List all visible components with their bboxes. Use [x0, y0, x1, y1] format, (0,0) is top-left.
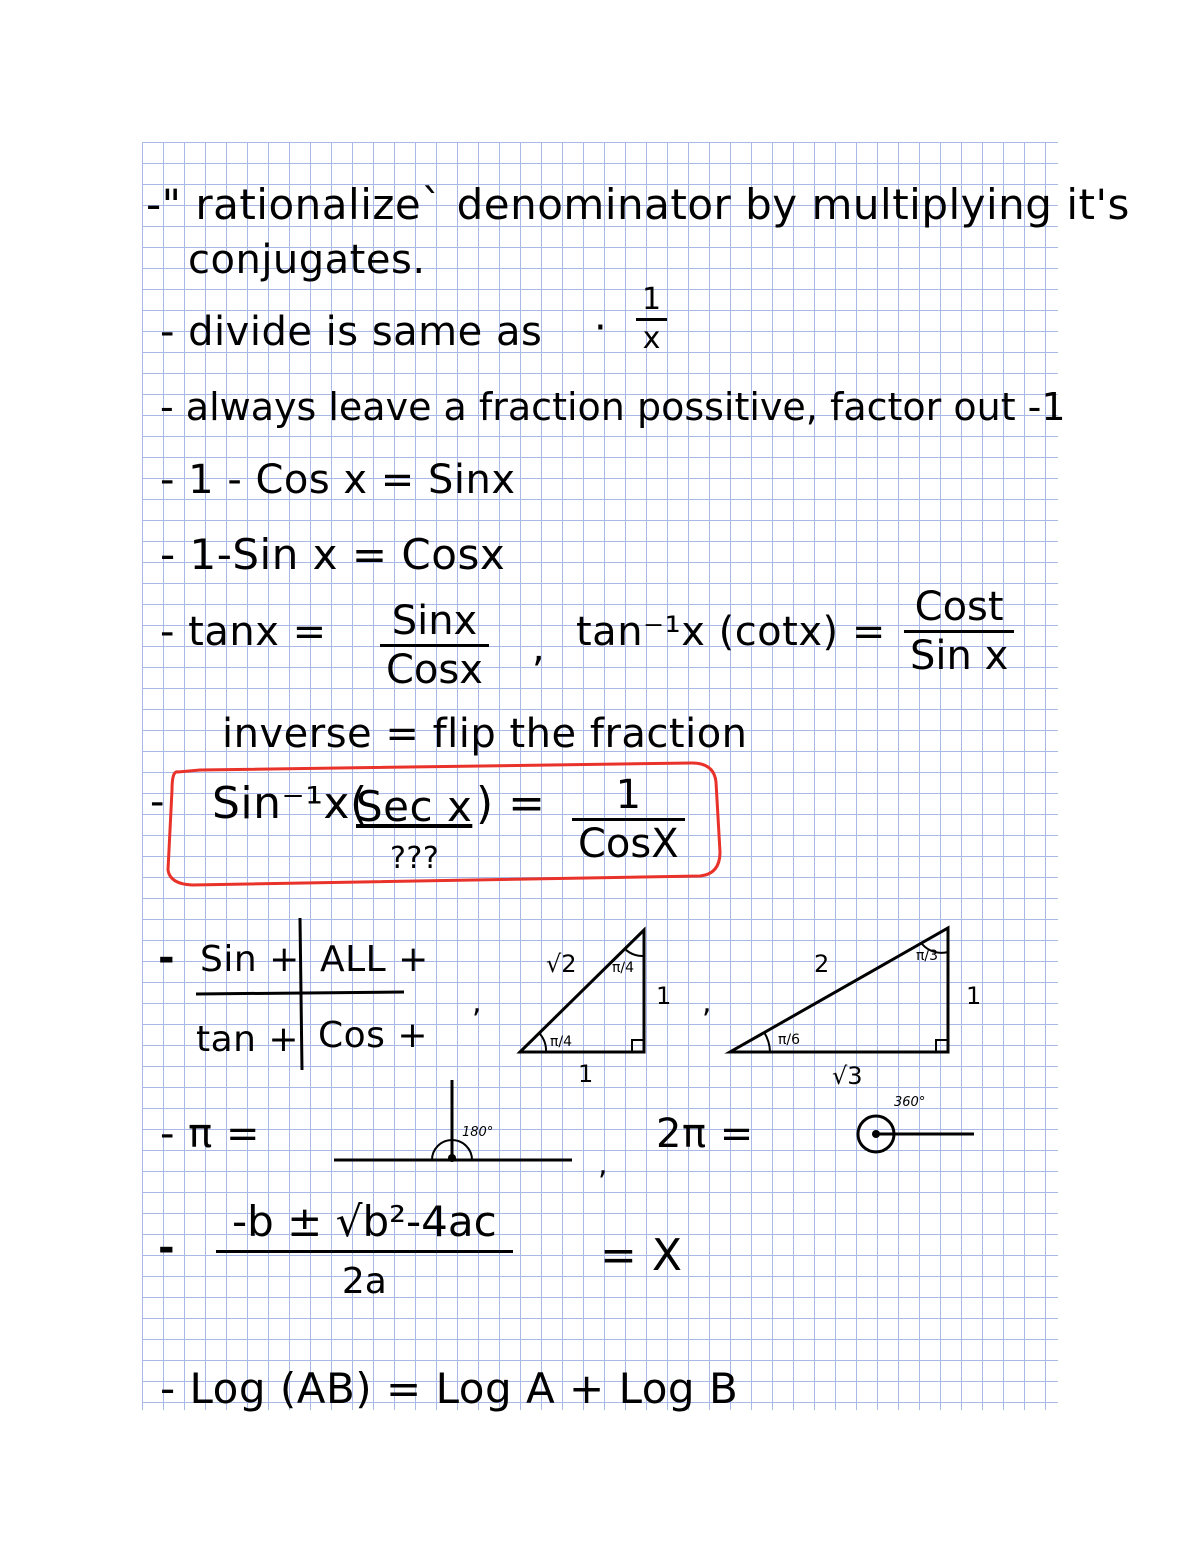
quadrant-tan: tan +: [196, 1019, 300, 1060]
note-rationalize: -" rationalize` denominator by multiplying it's: [146, 180, 1130, 229]
comma: ,: [532, 625, 546, 671]
tan-definition: - tanx =: [160, 609, 327, 655]
fraction-numerator: Cost: [914, 584, 1004, 630]
pi-degrees: 180°: [462, 1125, 494, 1140]
tri2-bottom-angle: π/6: [778, 1032, 801, 1048]
fraction-denominator: CosX: [578, 821, 679, 867]
quadrant-sin: Sin +: [200, 939, 300, 980]
question-marks: ???: [390, 841, 440, 876]
quadrant-all: ALL +: [320, 939, 429, 980]
comma-2: ,: [702, 985, 713, 1020]
tri2-right-side: 1: [966, 982, 982, 1010]
comma-3: ,: [598, 1147, 609, 1182]
identity-one-minus-sin: - 1-Sin x = Cosx: [160, 530, 506, 579]
comma-1: ,: [472, 985, 483, 1020]
boxed-inverse-sin: Sin⁻¹x(: [212, 778, 368, 829]
note-divide: - divide is same as: [160, 309, 543, 355]
tri1-right-side: 1: [656, 982, 672, 1010]
note-conjugates: conjugates.: [188, 237, 426, 283]
tri1-top-angle: π/4: [612, 960, 635, 976]
tri1-bottom-angle: π/4: [550, 1034, 573, 1050]
tri1-hypotenuse-label: √2: [546, 950, 577, 978]
boxed-sec: Sec x: [356, 782, 473, 831]
quadratic-dash: -: [158, 1225, 175, 1271]
tri2-top-angle: π/3: [916, 948, 939, 964]
fraction-denominator: Sin x: [910, 633, 1009, 679]
fraction-numerator: 1: [615, 772, 642, 818]
tri2-bottom-side: √3: [832, 1062, 863, 1090]
fraction-denominator: x: [642, 320, 661, 356]
fraction-denominator: Cosx: [386, 647, 483, 693]
pi-label: - π =: [160, 1111, 260, 1157]
log-product-rule: - Log (AB) = Log A + Log B: [160, 1364, 739, 1413]
fraction-numerator: Sinx: [391, 598, 478, 644]
boxed-dash: -: [150, 779, 165, 825]
quadratic-formula-fraction: [216, 1197, 513, 1303]
inverse-tan-definition: tan⁻¹x (cotx) =: [576, 609, 886, 655]
identity-one-minus-cos: - 1 - Cos x = Sinx: [160, 457, 516, 503]
tri2-hypotenuse-label: 2: [814, 950, 830, 978]
boxed-equals: ) =: [476, 778, 546, 829]
note-fraction-positive: - always leave a fraction possitive, factor out -1: [160, 385, 1066, 429]
note-inverse-flip: inverse = flip the fraction: [222, 711, 748, 757]
multiply-dot: ·: [594, 305, 608, 351]
two-pi-label: 2π =: [656, 1111, 754, 1157]
quadratic-equals-x: = X: [600, 1230, 683, 1281]
quadratic-numerator: -b ± √b²-4ac: [232, 1197, 497, 1246]
fraction-bar: [216, 1250, 513, 1253]
quadrant-dash: -: [158, 935, 175, 981]
fraction-numerator: 1: [642, 282, 662, 317]
two-pi-degrees: 360°: [894, 1095, 926, 1110]
tri1-bottom-side: 1: [578, 1060, 594, 1088]
quadrant-cos: Cos +: [318, 1015, 429, 1056]
quadratic-denominator: 2a: [341, 1261, 387, 1303]
